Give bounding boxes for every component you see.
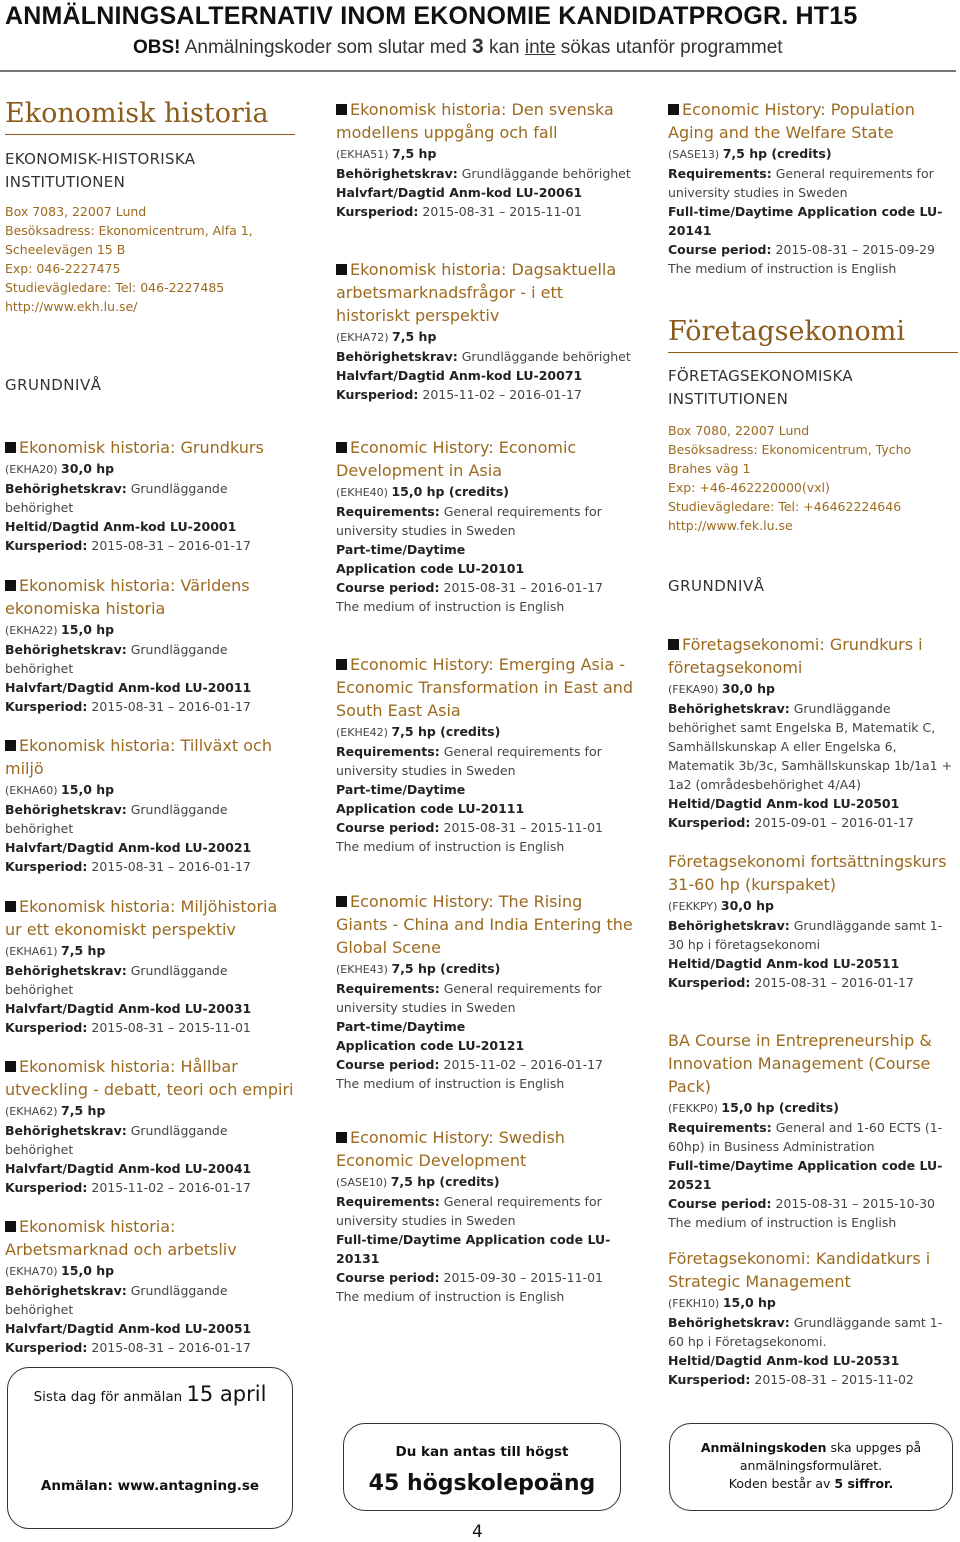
course-code: (SASE13) 7,5 hp (credits): [668, 146, 832, 161]
course-title: BA Course in Entrepreneurship & Innovation Management (Course Pack): [668, 1031, 932, 1096]
course-title: Ekonomisk historia: Miljöhistoria ur ett ekonomiskt perspektiv: [5, 897, 278, 939]
course-mode: Halvfart/Dagtid Anm-kod LU-20041: [5, 1161, 252, 1176]
course-block: [668, 1029, 958, 1232]
course-period: Course period: 2015-08-31 – 2016-01-17: [336, 580, 603, 595]
course-period: Kursperiod: 2015-08-31 – 2016-01-17: [5, 538, 251, 553]
course-block: [5, 436, 295, 555]
course-requirements: Behörighetskrav: Grundläggande behörighet: [5, 481, 228, 515]
institution-name: [5, 148, 295, 194]
level-heading: GRUNDNIVÅ: [5, 376, 102, 394]
course-requirements: Requirements: General requirements for university studies in Sweden: [668, 166, 934, 200]
code-info-line: Anmälningskoden ska uppges på: [700, 1440, 922, 1455]
deadline-line: Sista dag för anmälan 15 april: [33, 1382, 267, 1406]
course-mode: Heltid/Dagtid Anm-kod LU-20531: [668, 1353, 900, 1368]
course-title: Företagsekonomi fortsättningskurs 31-60 hp (kurspaket): [668, 852, 947, 894]
course-period: Course period: 2015-08-31 – 2015-10-30: [668, 1196, 935, 1211]
header-divider: [0, 70, 956, 72]
max-credits-label: Du kan antas till högst: [395, 1444, 569, 1460]
course-code: (EKHE42) 7,5 hp (credits): [336, 724, 501, 739]
dept-title: Ekonomisk historia: [5, 98, 295, 135]
course-mode: Part-time/Daytime: [336, 542, 466, 557]
address-block: [5, 202, 295, 316]
bullet-square-icon: [668, 104, 679, 115]
course-language: The medium of instruction is English: [668, 1215, 897, 1230]
note-text: Anmälningskoder som slutar med: [184, 37, 467, 58]
course-period: Kursperiod: 2015-08-31 – 2016-01-17: [5, 699, 251, 714]
course-language: The medium of instruction is English: [336, 1076, 565, 1091]
course-mode: Full-time/Daytime Application code LU-20131: [336, 1232, 611, 1266]
course-title: Economic History: Population Aging and the Welfare State: [668, 100, 915, 142]
course-code: (FEKH10) 15,0 hp: [668, 1295, 776, 1310]
address-line: Besöksadress: Ekonomicentrum, Alfa 1,: [5, 223, 253, 238]
application-code-box: [669, 1423, 953, 1511]
course-title: Economic History: The Rising Giants - China and India Entering the Global Scene: [336, 892, 633, 957]
course-code: (EKHA72) 7,5 hp: [336, 329, 437, 344]
course-block: [668, 1247, 958, 1389]
course-code: (EKHA61) 7,5 hp: [5, 943, 106, 958]
course-mode: Full-time/Daytime Application code LU-20521: [668, 1158, 943, 1192]
course-requirements: Behörighetskrav: Grundläggande samt 1-60 hp i Företagsekonomi.: [668, 1315, 943, 1349]
course-block: [336, 890, 636, 1093]
institution-line: INSTITUTIONEN: [668, 390, 789, 408]
course-block: [336, 436, 636, 616]
code-info-line: Koden består av 5 siffror.: [728, 1476, 894, 1491]
course-code: (EKHA60) 15,0 hp: [5, 782, 115, 797]
institution-line: INSTITUTIONEN: [5, 173, 126, 191]
course-period: Course period: 2015-08-31 – 2015-11-01: [336, 820, 603, 835]
course-requirements: Behörighetskrav: Grundläggande samt 1-30 hp i företagsekonomi: [668, 918, 943, 952]
apply-link[interactable]: www.antagning.se: [117, 1478, 260, 1494]
course-period: Kursperiod: 2015-11-02 – 2016-01-17: [336, 387, 582, 402]
course-requirements: Behörighetskrav: Grundläggande behörighet samt Engelska B, Matematik C, Samhällskunskap A eller Engelska 6, Matematik 3b/3c, Samhällskunskap 1b/1a1 + 1a2 (områdesbehörighet 4/A4): [668, 701, 953, 792]
address-line: Studievägledare: Tel: +46462224646: [668, 499, 902, 514]
address-line: Exp: +46-462220000(vxl): [668, 480, 830, 495]
course-language: The medium of instruction is English: [668, 261, 897, 276]
bullet-square-icon: [336, 896, 347, 907]
address-line: Besöksadress: Ekonomicentrum, Tycho: [668, 442, 912, 457]
course-period: Kursperiod: 2015-11-02 – 2016-01-17: [5, 1180, 251, 1195]
course-code: (FEKA90) 30,0 hp: [668, 681, 775, 696]
course-period: Kursperiod: 2015-08-31 – 2016-01-17: [5, 859, 251, 874]
address-line: Studievägledare: Tel: 046-2227485: [5, 280, 225, 295]
course-code: (EKHA62) 7,5 hp: [5, 1103, 106, 1118]
bullet-square-icon: [5, 740, 16, 751]
course-mode: Halvfart/Dagtid Anm-kod LU-20061: [336, 185, 583, 200]
bullet-square-icon: [336, 659, 347, 670]
bullet-square-icon: [5, 1061, 16, 1072]
course-period: Course period: 2015-08-31 – 2015-09-29: [668, 242, 935, 257]
course-title: Ekonomisk historia: Tillväxt och miljö: [5, 736, 272, 778]
course-code: (FEKKP0) 15,0 hp (credits): [668, 1100, 839, 1115]
course-app-code: Application code LU-20121: [336, 1038, 525, 1053]
course-code: (FEKKPY) 30,0 hp: [668, 898, 774, 913]
dept-title: Företagsekonomi: [668, 316, 958, 353]
course-mode: Halvfart/Dagtid Anm-kod LU-20031: [5, 1001, 252, 1016]
course-language: The medium of instruction is English: [336, 1289, 565, 1304]
bullet-square-icon: [5, 580, 16, 591]
website-link[interactable]: http://www.ekh.lu.se/: [5, 299, 138, 314]
apply-line: Anmälan: www.antagning.se: [40, 1478, 260, 1494]
course-title: Ekonomisk historia: Grundkurs: [5, 436, 295, 459]
page-number: 4: [472, 1522, 483, 1542]
address-line: Exp: 046-2227475: [5, 261, 121, 276]
course-block: [336, 653, 636, 856]
course-block: [5, 1055, 295, 1197]
course-block: [5, 574, 295, 716]
obs-label: OBS!: [133, 37, 181, 58]
course-mode: Halvfart/Dagtid Anm-kod LU-20051: [5, 1321, 252, 1336]
course-mode: Part-time/Daytime: [336, 1019, 466, 1034]
course-mode: Heltid/Dagtid Anm-kod LU-20001: [5, 519, 237, 534]
bullet-square-icon: [5, 442, 16, 453]
course-app-code: Application code LU-20111: [336, 801, 525, 816]
course-block: [668, 633, 958, 832]
institution-line: EKONOMISK-HISTORISKA: [5, 150, 196, 168]
course-block: [336, 258, 636, 404]
bullet-square-icon: [5, 901, 16, 912]
course-requirements: Behörighetskrav: Grundläggande behörighet: [336, 166, 631, 181]
bullet-square-icon: [5, 1221, 16, 1232]
course-block: [5, 1215, 295, 1357]
course-block: [336, 98, 636, 221]
note-text: sökas utanför programmet: [560, 37, 783, 58]
course-mode: Full-time/Daytime Application code LU-20141: [668, 204, 943, 238]
institution-name: [668, 365, 958, 411]
course-app-code: Application code LU-20101: [336, 561, 525, 576]
course-period: Course period: 2015-09-30 – 2015-11-01: [336, 1270, 603, 1285]
course-block: [5, 734, 295, 876]
course-requirements: Behörighetskrav: Grundläggande behörighet: [5, 1123, 228, 1157]
course-block: [668, 850, 958, 992]
course-period: Kursperiod: 2015-08-31 – 2015-11-02: [668, 1372, 914, 1387]
course-title: Ekonomisk historia: Världens ekonomiska historia: [5, 576, 250, 618]
address-line: Brahes väg 1: [668, 461, 751, 476]
course-language: The medium of instruction is English: [336, 839, 565, 854]
course-title: Ekonomisk historia: Den svenska modellens uppgång och fall: [336, 100, 614, 142]
course-code: (EKHE40) 15,0 hp (credits): [336, 484, 509, 499]
page-subtitle: [133, 35, 783, 59]
address-line: Scheelevägen 15 B: [5, 242, 126, 257]
course-mode: Part-time/Daytime: [336, 782, 466, 797]
course-period: Kursperiod: 2015-08-31 – 2016-01-17: [668, 975, 914, 990]
course-requirements: Behörighetskrav: Grundläggande behörighet: [5, 802, 228, 836]
address-line: Box 7083, 22007 Lund: [5, 204, 147, 219]
course-requirements: Behörighetskrav: Grundläggande behörighet: [5, 963, 228, 997]
course-period: Kursperiod: 2015-09-01 – 2016-01-17: [668, 815, 914, 830]
course-block: [336, 1126, 636, 1306]
course-code: (EKHA70) 15,0 hp: [5, 1263, 115, 1278]
address-line: Box 7080, 22007 Lund: [668, 423, 810, 438]
max-credits-value: 45 högskolepoäng: [368, 1471, 596, 1496]
bullet-square-icon: [336, 442, 347, 453]
course-block: [668, 98, 958, 278]
max-credits-box: [343, 1423, 621, 1511]
course-requirements: Behörighetskrav: Grundläggande behörighet: [336, 349, 631, 364]
course-requirements: Requirements: General requirements for university studies in Sweden: [336, 1194, 602, 1228]
note-underlined: inte: [524, 37, 556, 58]
course-block: [5, 895, 295, 1037]
page-title: ANMÄLNINGSALTERNATIV INOM EKONOMIE KANDIDATPROGR. HT15: [5, 2, 858, 30]
course-period: Kursperiod: 2015-08-31 – 2015-11-01: [336, 204, 582, 219]
course-requirements: Behörighetskrav: Grundläggande behörighet: [5, 1283, 228, 1317]
course-title: Ekonomisk historia: Hållbar utveckling - debatt, teori och empiri: [5, 1057, 294, 1099]
level-heading: GRUNDNIVÅ: [668, 577, 765, 595]
course-title: Företagsekonomi: Kandidatkurs i Strategic Management: [668, 1249, 931, 1291]
course-code: (EKHA22) 15,0 hp: [5, 622, 115, 637]
course-code: (EKHA20) 30,0 hp: [5, 461, 115, 476]
course-requirements: Requirements: General and 1-60 ECTS (1-60hp) in Business Administration: [668, 1120, 943, 1154]
course-title: Ekonomisk historia: Dagsaktuella arbetsmarknadsfrågor - i ett historiskt perspektiv: [336, 260, 617, 325]
course-period: Course period: 2015-11-02 – 2016-01-17: [336, 1057, 603, 1072]
course-code: (EKHA51) 7,5 hp: [336, 146, 437, 161]
course-requirements: Behörighetskrav: Grundläggande behörighet: [5, 642, 228, 676]
bullet-square-icon: [336, 264, 347, 275]
deadline-apply-box: [7, 1367, 293, 1529]
course-requirements: Requirements: General requirements for university studies in Sweden: [336, 504, 602, 538]
course-mode: Heltid/Dagtid Anm-kod LU-20501: [668, 796, 900, 811]
bullet-square-icon: [336, 1132, 347, 1143]
course-mode: Halvfart/Dagtid Anm-kod LU-20011: [5, 680, 252, 695]
course-code: (SASE10) 7,5 hp (credits): [336, 1174, 500, 1189]
bullet-square-icon: [336, 104, 347, 115]
course-mode: Halvfart/Dagtid Anm-kod LU-20021: [5, 840, 252, 855]
course-mode: Halvfart/Dagtid Anm-kod LU-20071: [336, 368, 583, 383]
course-requirements: Requirements: General requirements for university studies in Sweden: [336, 981, 602, 1015]
institution-line: FÖRETAGSEKONOMISKA: [668, 367, 853, 385]
course-requirements: Requirements: General requirements for university studies in Sweden: [336, 744, 602, 778]
course-mode: Heltid/Dagtid Anm-kod LU-20511: [668, 956, 900, 971]
deadline-date: 15 april: [186, 1382, 267, 1406]
address-block: [668, 421, 958, 535]
code-info-line: anmälningsformuläret.: [739, 1458, 883, 1473]
course-period: Kursperiod: 2015-08-31 – 2015-11-01: [5, 1020, 251, 1035]
course-language: The medium of instruction is English: [336, 599, 565, 614]
course-title: Economic History: Swedish Economic Development: [336, 1128, 565, 1170]
note-number: 3: [471, 35, 484, 58]
course-title: Ekonomisk historia: Arbetsmarknad och arbetsliv: [5, 1217, 237, 1259]
course-code: (EKHE43) 7,5 hp (credits): [336, 961, 501, 976]
course-title: Economic History: Economic Development in Asia: [336, 438, 577, 480]
bullet-square-icon: [668, 639, 679, 650]
course-period: Kursperiod: 2015-08-31 – 2016-01-17: [5, 1340, 251, 1355]
note-text: kan: [488, 37, 520, 58]
course-title: Företagsekonomi: Grundkurs i företagsekonomi: [668, 635, 923, 677]
course-title: Economic History: Emerging Asia - Economic Transformation in East and South East Asia: [336, 655, 634, 720]
website-link[interactable]: http://www.fek.lu.se: [668, 518, 793, 533]
